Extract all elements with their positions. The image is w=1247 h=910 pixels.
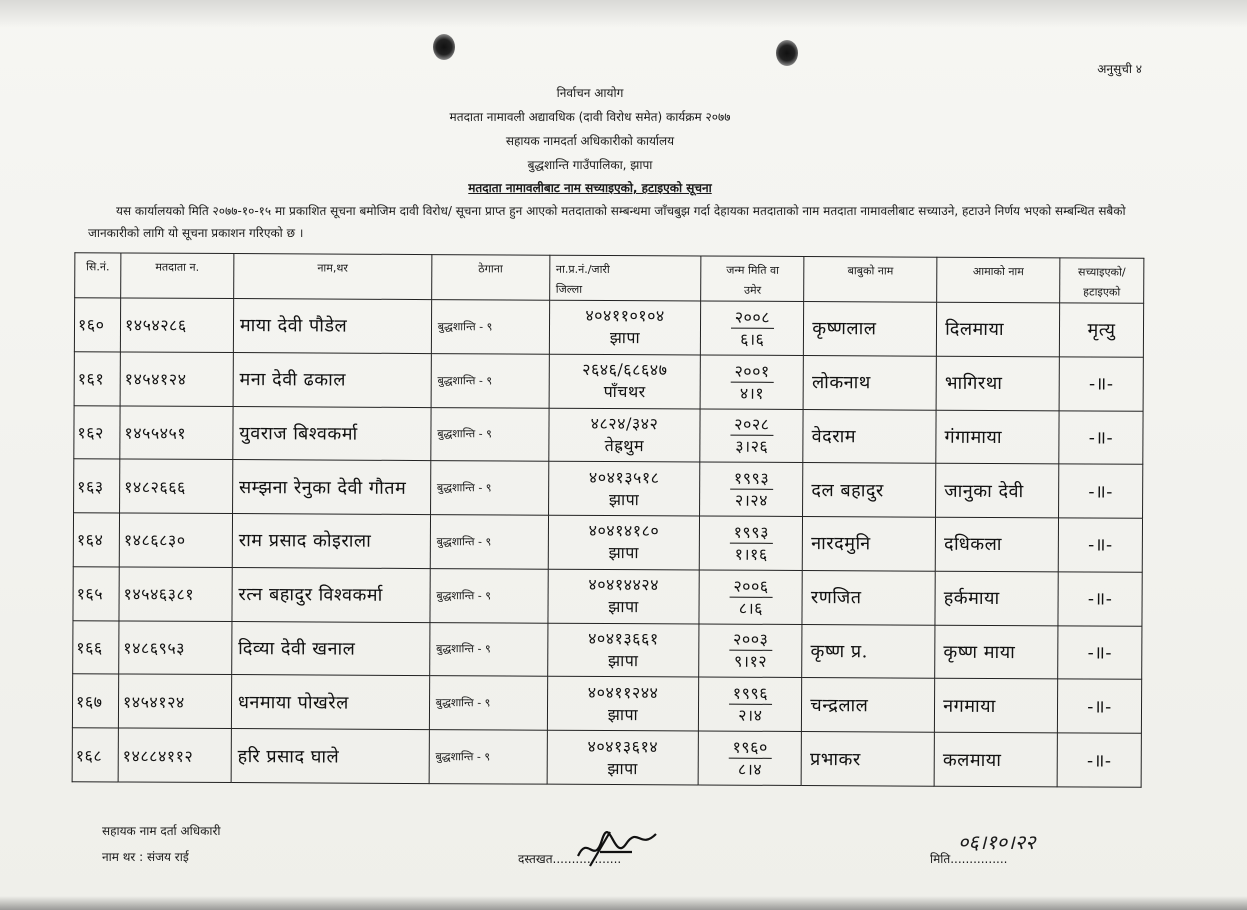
signature-label: दस्तखत..................: [518, 852, 622, 866]
cell-mother: भागिरथा: [936, 356, 1059, 410]
cell-name: मना देवी ढकाल: [233, 352, 431, 407]
cell-mother: नगमाया: [935, 679, 1058, 733]
notice-title: मतदाता नामावलीबाट नाम सच्याइएको, हटाइएको सूचना: [468, 181, 712, 195]
col-voter-no: मतदाता न.: [121, 253, 234, 299]
cell-dob: २००८ ६।६: [701, 301, 804, 355]
cell-mother: गंगामाया: [936, 410, 1059, 464]
cell-name: माया देवी पौडेल: [233, 299, 431, 354]
cell-mother: कृष्ण माया: [935, 625, 1058, 679]
cell-name: हरि प्रसाद घाले: [231, 729, 429, 784]
program-title: मतदाता नामावली अद्यावधिक (दावी विरोध समेत) कार्यक्रम २०७७: [449, 110, 731, 124]
cell-address: बुद्धशान्ति - ९: [430, 461, 548, 515]
col-status: सच्याइएको/ हटाइएको: [1060, 258, 1144, 303]
officer-title: सहायक नाम दर्ता अधिकारी: [102, 824, 221, 838]
cell-dob: १९९३ १।१६: [700, 516, 803, 570]
col-dob: जन्म मिति वा उमेर: [701, 256, 804, 302]
col-father: बाबुको नाम: [804, 257, 937, 303]
table-row: [74, 405, 1143, 464]
cell-mother: कलमाया: [934, 732, 1057, 787]
cell-citizenship: ४०४१३६१४ झापा: [547, 730, 699, 785]
cell-address: बुद्धशान्ति - ९: [430, 515, 548, 569]
table-header-row: [75, 253, 1144, 304]
signature-mark: [570, 826, 670, 872]
cell-sn: १६६: [73, 620, 119, 674]
date-value: ०६।१०।२२: [958, 830, 1036, 854]
cell-citizenship: ४८२४/३४२ तेह्रथुम: [548, 408, 700, 463]
cell-sn: १६२: [74, 405, 120, 459]
cell-mother: हर्कमाया: [935, 571, 1058, 625]
paper-top-shadow: [0, 0, 1247, 28]
col-citizenship: ना.प्र.नं./जारी जिल्ला: [549, 255, 701, 301]
table-row: [73, 620, 1142, 679]
cell-sn: १६०: [74, 298, 120, 352]
col-name: नाम,थर: [233, 254, 431, 300]
cell-sn: १६३: [74, 459, 120, 513]
table-row: [73, 567, 1142, 626]
col-mother: आमाको नाम: [937, 257, 1060, 303]
cell-voter-no: १४८८४११२: [118, 728, 231, 782]
cell-address: बुद्धशान्ति - ९: [429, 622, 547, 676]
cell-citizenship: ४०४११२४४ झापा: [547, 677, 699, 732]
cell-status: -॥-: [1059, 464, 1143, 518]
cell-voter-no: १४८६९५३: [119, 621, 232, 675]
cell-dob: १९९६ २।४: [699, 677, 802, 731]
cell-citizenship: ४०४१४१८० झापा: [548, 515, 700, 570]
cell-father: रणजित: [802, 570, 935, 624]
cell-father: कृष्ण प्र.: [802, 624, 935, 678]
cell-status: -॥-: [1058, 518, 1142, 572]
cell-sn: १६८: [72, 728, 118, 782]
cell-father: दल बहादुर: [803, 463, 936, 517]
cell-dob: २००३ ९।१२: [699, 624, 802, 678]
cell-citizenship: ४०४१३५१८ झापा: [548, 461, 700, 516]
table-row: [72, 728, 1141, 787]
punch-hole-left: [433, 34, 455, 60]
cell-sn: १६७: [72, 674, 118, 728]
cell-father: कृष्णलाल: [804, 302, 937, 356]
cell-status: -॥-: [1058, 572, 1142, 626]
cell-voter-no: १४५४१२४: [118, 674, 231, 728]
commission-title: निर्वाचन आयोग: [556, 86, 624, 100]
cell-voter-no: १४५४२८६: [120, 298, 233, 352]
municipality-title: बुद्धशान्ति गाउँपालिका, झापा: [527, 158, 653, 172]
cell-dob: १९९३ २।२४: [700, 462, 803, 516]
cell-name: सम्झना रेनुका देवी गौतम: [232, 460, 430, 515]
cell-dob: १९६० ८।४: [699, 731, 802, 785]
cell-status: -॥-: [1059, 357, 1143, 411]
cell-mother: दधिकला: [935, 517, 1058, 571]
cell-father: प्रभाकर: [801, 732, 934, 787]
cell-status: -॥-: [1057, 679, 1141, 733]
cell-sn: १६५: [73, 567, 119, 621]
cell-father: नारदमुनि: [803, 517, 936, 571]
cell-name: रत्न बहादुर विश्वकर्मा: [232, 567, 430, 622]
cell-mother: जानुका देवी: [936, 464, 1059, 518]
cell-father: लोकनाथ: [803, 355, 936, 409]
cell-address: बुद्धशान्ति - ९: [431, 353, 549, 407]
cell-address: बुद्धशान्ति - ९: [429, 676, 547, 730]
cell-name: युवराज बिश्वकर्मा: [233, 406, 431, 461]
date-label: मिति...............: [930, 852, 1008, 866]
cell-name: धनमाया पोखरेल: [231, 675, 429, 730]
cell-citizenship: ४०४१४४२४ झापा: [548, 569, 700, 624]
cell-address: बुद्धशान्ति - ९: [430, 568, 548, 622]
table-row: [73, 513, 1142, 572]
punch-hole-right: [776, 40, 798, 66]
cell-voter-no: १४५५४५१: [120, 405, 233, 459]
cell-dob: २००६ ८।६: [699, 570, 802, 624]
cell-address: बुद्धशान्ति - ९: [429, 730, 547, 784]
cell-dob: २००१ ४।१: [701, 355, 804, 409]
cell-father: वेदराम: [803, 409, 936, 463]
col-sn: सि.नं.: [75, 253, 121, 298]
cell-name: राम प्रसाद कोइराला: [232, 514, 430, 569]
table-row: [74, 298, 1143, 357]
cell-mother: दिलमाया: [936, 302, 1059, 356]
cell-status: -॥-: [1059, 410, 1143, 464]
cell-status: -॥-: [1057, 733, 1141, 787]
cell-dob: २०२८ ३।२६: [700, 409, 803, 463]
table-row: [72, 674, 1141, 733]
cell-address: बुद्धशान्ति - ९: [431, 407, 549, 461]
cell-status: मृत्यु: [1059, 303, 1143, 357]
cell-voter-no: १४८६८३०: [119, 513, 232, 567]
cell-citizenship: २६४६/६८६४७ पाँचथर: [549, 354, 701, 409]
cell-citizenship: ४०४११०१०४ झापा: [549, 300, 701, 355]
annex-label: अनुसुची ४: [1097, 62, 1142, 76]
cell-sn: १६४: [73, 513, 119, 567]
table-row: [74, 351, 1143, 410]
cell-citizenship: ४०४१३६६१ झापा: [547, 623, 699, 678]
cell-voter-no: १४५४१२४: [120, 352, 233, 406]
cell-father: चन्द्रलाल: [802, 678, 935, 732]
intro-paragraph: यस कार्यालयको मिति २०७७-१०-१५ मा प्रकाशित सूचना बमोजिम दावी विरोध/ सूचना प्राप्त हुन आएको मतदाताको सम्बन्धमा जाँचबुझ गर्दा देहायका मतदाताको नाम मतदाता नामावलीबाट सच्याउने, हटाउने निर्णय भएको सम्बन्धित सबैको जानकारीको लागि यो सूचना प्रकाशन गरिएको छ ।: [88, 204, 1126, 240]
cell-name: दिव्या देवी खनाल: [232, 621, 430, 676]
cell-voter-no: १४८२६६६: [119, 459, 232, 513]
office-title: सहायक नामदर्ता अधिकारीको कार्यालय: [505, 134, 675, 148]
officer-name: नाम थर : संजय राई: [102, 850, 189, 864]
table-row: [74, 459, 1143, 518]
voter-table: [72, 252, 1145, 788]
cell-status: -॥-: [1058, 625, 1142, 679]
paper-bottom-shadow: [0, 896, 1247, 910]
col-address: ठेगाना: [431, 255, 549, 301]
cell-address: बुद्धशान्ति - ९: [431, 300, 549, 354]
cell-voter-no: १४५४६३८१: [119, 567, 232, 621]
cell-sn: १६१: [74, 351, 120, 405]
